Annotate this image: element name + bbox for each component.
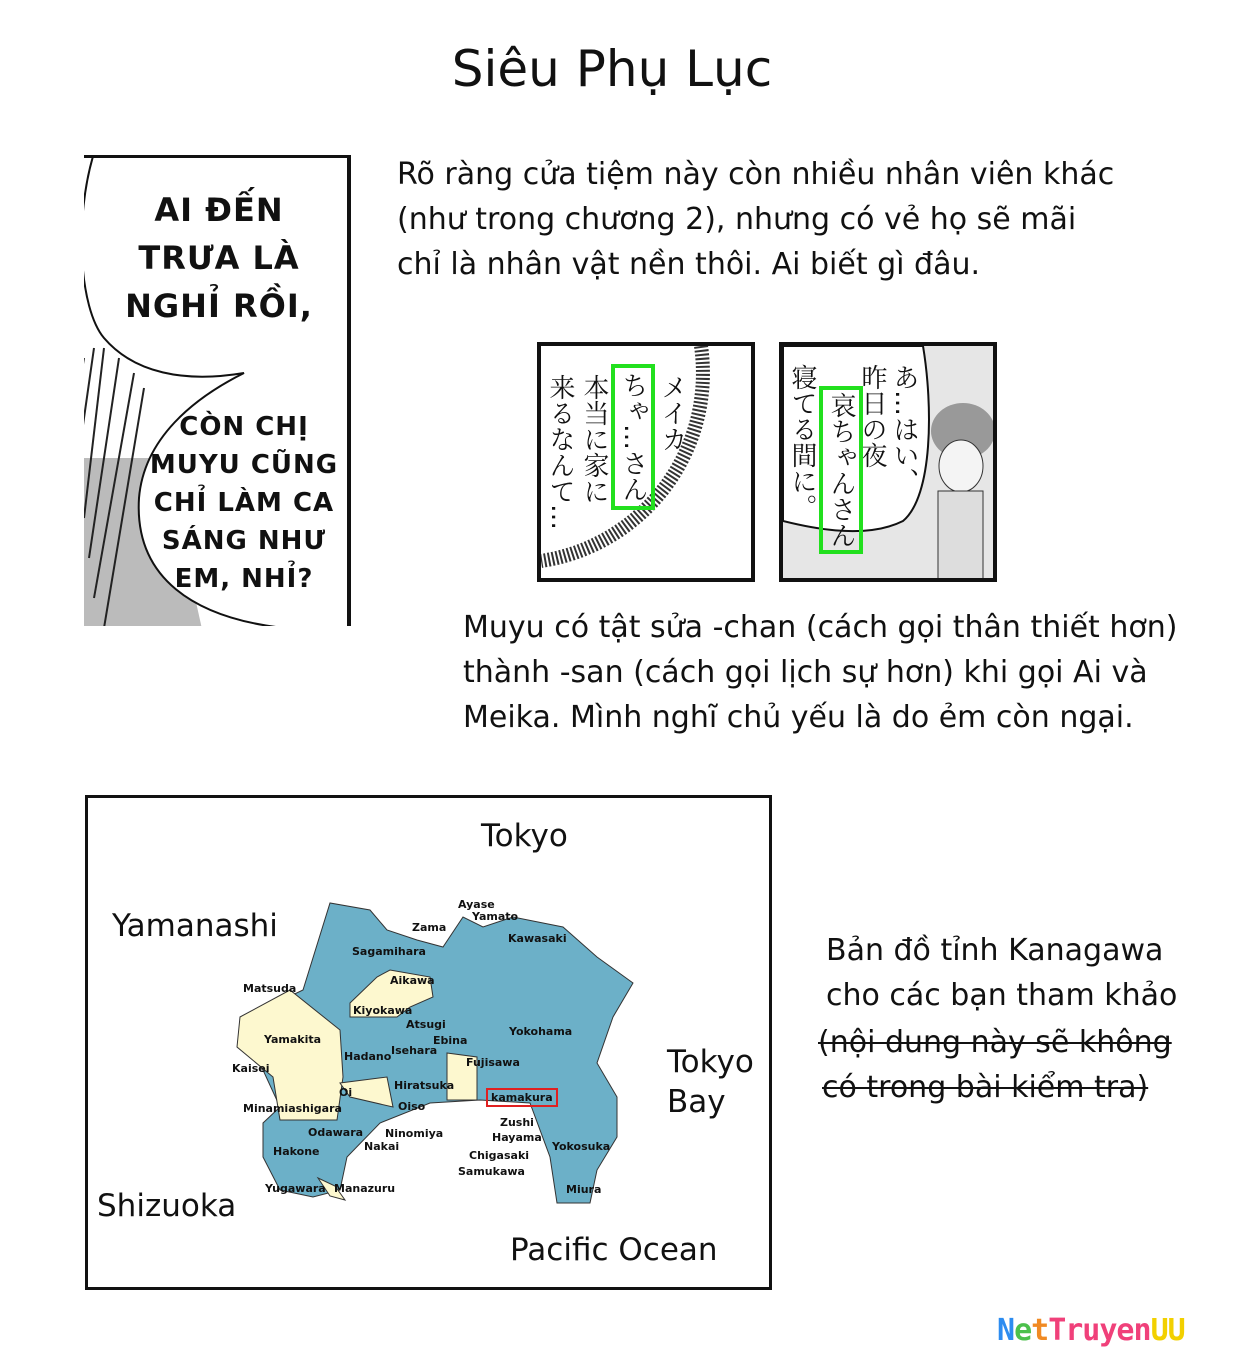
city-label: Miura bbox=[566, 1183, 602, 1196]
region-shizuoka: Shizuoka bbox=[97, 1188, 237, 1224]
city-label-highlighted: kamakura bbox=[486, 1088, 558, 1107]
vertical-text: 昨日の夜 bbox=[857, 364, 887, 468]
logo-part: N bbox=[997, 1313, 1015, 1348]
manga-panel-left bbox=[84, 155, 351, 626]
region-pacific-ocean: Pacific Ocean bbox=[510, 1232, 718, 1268]
note-line: thành -san (cách gọi lịch sự hơn) khi gọi Ai và bbox=[463, 655, 1148, 690]
region-line: Tokyo bbox=[667, 1044, 754, 1080]
city-label: Aikawa bbox=[390, 974, 435, 987]
city-label: Matsuda bbox=[243, 982, 297, 995]
city-label: Chigasaki bbox=[469, 1149, 530, 1162]
note-honorific bbox=[463, 605, 1223, 740]
note-line: cho các bạn tham khảo bbox=[826, 978, 1178, 1013]
logo-part: t bbox=[1031, 1313, 1049, 1348]
region-line: Bay bbox=[667, 1084, 726, 1120]
city-label: Minamiashigara bbox=[243, 1102, 342, 1115]
city-label: Kiyokawa bbox=[353, 1004, 413, 1017]
vertical-text: 来るなんて… bbox=[545, 374, 575, 530]
city-label: Manazuru bbox=[334, 1182, 396, 1195]
city-label: Isehara bbox=[391, 1044, 438, 1057]
city-label: Ebina bbox=[433, 1034, 468, 1047]
note-line: Meika. Mình nghĩ chủ yếu là do ẻm còn ngại. bbox=[463, 700, 1134, 735]
city-label: Zushi bbox=[500, 1116, 534, 1129]
city-label: Zama bbox=[412, 921, 447, 934]
highlighted-honorific: 哀ちゃんさん bbox=[819, 386, 863, 554]
city-label: Ayase bbox=[458, 898, 495, 911]
logo-part: Truyen bbox=[1048, 1313, 1151, 1348]
bubble-line: MUYU CŨNG bbox=[149, 450, 339, 480]
bubble-line: NGHỈ RỒI, bbox=[125, 287, 313, 325]
city-label: Odawara bbox=[308, 1126, 364, 1139]
note-line: Bản đồ tỉnh Kanagawa bbox=[826, 933, 1164, 968]
struck-note-line: có trong bài kiểm tra) bbox=[822, 1070, 1149, 1105]
city-label: Kawasaki bbox=[508, 932, 567, 945]
city-label: Kaisei bbox=[232, 1062, 270, 1075]
nettruyen-logo bbox=[997, 1313, 1185, 1348]
city-label: Hiratsuka bbox=[394, 1079, 455, 1092]
logo-part: e bbox=[1014, 1313, 1032, 1348]
manga-panel-muyu bbox=[779, 342, 997, 582]
note-line: Rõ ràng cửa tiệm này còn nhiều nhân viên khác bbox=[397, 157, 1115, 192]
city-label: Hakone bbox=[273, 1145, 320, 1158]
page-title: Siêu Phụ Lục bbox=[451, 40, 773, 98]
highlighted-honorific: ちゃ…さん bbox=[611, 364, 655, 510]
manga-panel-meika bbox=[537, 342, 755, 582]
struck-note-line: (nội dung này sẽ không bbox=[818, 1025, 1172, 1060]
bubble-line: CHỈ LÀM CA bbox=[153, 488, 335, 518]
speech-bubble-1 bbox=[114, 186, 324, 330]
city-label: Yamato bbox=[472, 910, 519, 923]
city-label: Samukawa bbox=[458, 1165, 525, 1178]
vertical-text: あ…はい、 bbox=[889, 364, 919, 494]
vertical-text: 本当に家に bbox=[579, 374, 609, 504]
note-line: (như trong chương 2), nhưng có vẻ họ sẽ mãi bbox=[397, 202, 1077, 237]
bubble-line: TRƯA LÀ bbox=[138, 239, 300, 277]
region-tokyo-bay bbox=[667, 1042, 754, 1122]
city-label: Sagamihara bbox=[352, 945, 426, 958]
city-label: Oiso bbox=[398, 1100, 426, 1113]
city-label: Oi bbox=[339, 1086, 353, 1099]
city-label: Hadano bbox=[344, 1050, 392, 1063]
bubble-line: AI ĐẾN bbox=[154, 191, 284, 229]
vertical-text: 寝てる間に。 bbox=[787, 364, 817, 520]
city-label: Yokohama bbox=[509, 1025, 573, 1038]
city-label: Atsugi bbox=[406, 1018, 446, 1031]
city-label: Yokosuka bbox=[552, 1140, 611, 1153]
vertical-text: メイカ bbox=[657, 374, 687, 452]
bubble-line: EM, NHỈ? bbox=[174, 564, 314, 594]
bubble-line: CÒN CHỊ bbox=[179, 412, 309, 442]
note-staff bbox=[397, 152, 1157, 287]
logo-part: UU bbox=[1150, 1313, 1185, 1348]
bubble-line: SÁNG NHƯ bbox=[161, 526, 327, 556]
region-tokyo: Tokyo bbox=[481, 818, 568, 854]
city-label: Nakai bbox=[364, 1140, 400, 1153]
note-line: Muyu có tật sửa -chan (cách gọi thân thiết hơn) bbox=[463, 610, 1178, 645]
city-label: Hayama bbox=[492, 1131, 542, 1144]
city-label: Ninomiya bbox=[385, 1127, 444, 1140]
city-label: Yugawara bbox=[265, 1182, 326, 1195]
note-line: chỉ là nhân vật nền thôi. Ai biết gì đâu. bbox=[397, 247, 981, 282]
region-yamanashi: Yamanashi bbox=[112, 908, 278, 944]
note-map bbox=[818, 928, 1206, 1110]
city-label: Fujisawa bbox=[466, 1056, 520, 1069]
city-label: Yamakita bbox=[264, 1033, 322, 1046]
speech-bubble-2 bbox=[144, 408, 344, 598]
kanagawa-map bbox=[85, 795, 772, 1290]
